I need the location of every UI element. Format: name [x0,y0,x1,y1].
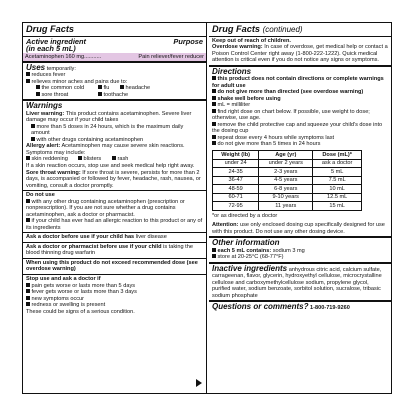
other-info-text: sodium 3 mg [272,247,305,254]
table-row [213,202,362,211]
dosing-table-header [213,151,362,160]
keep-out-section [209,36,391,65]
table-row [213,159,362,168]
uses-subitem: the common cold [41,85,85,92]
bullet-icon [26,156,30,160]
bullet-icon [26,79,30,83]
dosing-table-header-cell: Weight (lb) [213,151,259,160]
do-not-use-heading: Do not use [26,192,55,199]
dosing-table-header-cell: Age (yr) [259,151,313,160]
direction-item-bold: this product does not contain directions or complete warnings for adult use [212,76,384,89]
table-row [213,176,362,185]
dosing-table-cell: under 24 [213,159,259,168]
bullet-icon [212,89,216,93]
drug-facts-title: Drug Facts [26,24,74,34]
bullet-icon [212,122,216,126]
dosing-table-cell: 5 mL [313,168,362,177]
direction-item [212,109,388,122]
direction-item-text: repeat dose every 4 hours while symptoms last [217,134,335,141]
drug-facts-continued-title [209,23,391,36]
sore-throat-text: If sore throat is severe, persists for more than 2 days, is accompanied or followed by fever, headache, rash, nausea, or vomiting, consult a doctor promptly. [26,169,201,189]
liver-warning-item: more than 5 doses in 24 hours, which is the maximum daily amount [31,123,184,137]
stop-use-item: fever gets worse or lasts more than 3 days [31,289,137,296]
direction-item-text: mL = milliliter [217,102,251,109]
ask-doctor-section [23,232,206,242]
when-using-section [23,258,206,274]
active-ingredient-section [23,36,206,61]
questions-phone: 1-800-719-9260 [310,305,350,312]
dose-footnote: *or as directed by a doctor [212,212,278,219]
table-row [213,168,362,177]
bullet-icon [26,218,30,222]
active-ingredient-unit: (in each 5 mL) [26,44,76,54]
table-row [213,193,362,202]
bullet-icon [212,102,216,106]
dosing-table-cell: 15 mL [313,202,362,211]
bullet-icon [212,76,216,80]
bullet-icon [26,283,30,287]
right-column [209,23,391,393]
bullet-icon [112,156,116,160]
keep-out-text: Keep out of reach of children. [212,37,291,44]
allergy-symptom: skin reddening [31,156,68,163]
stop-use-item: new symptoms occur [31,295,85,302]
dosing-table-cell: 11 years [259,202,313,211]
drug-facts-label [22,22,392,394]
bullet-icon [26,289,30,293]
bullet-icon [212,96,216,100]
uses-item: relieves minor aches and pains due to: [31,78,128,85]
active-ingredient-heading: Active ingredient [26,36,86,46]
direction-item-bold: shake well before using [217,95,281,102]
direction-item-text: remove the child protective cap and squeeze your child's dose into the dosing cup [212,121,383,135]
purpose-heading: Purpose [173,36,203,46]
storage-text: store at 20-25°C (68-77°F) [217,254,284,261]
dosing-table [212,150,362,211]
left-column [23,23,207,393]
dosing-table-cell: 7.5 mL [313,176,362,185]
bullet-icon [31,137,35,141]
attention-label: Attention: [212,222,239,229]
bullet-icon [31,124,35,128]
questions-section [209,300,391,313]
bullet-icon [98,85,102,89]
liver-warning-item: with other drugs containing acetaminophen [36,136,144,143]
dosing-table-cell: under 2 years [259,159,313,168]
uses-subitem: sore throat [41,91,69,98]
bullet-icon [212,254,216,258]
other-information-heading: Other information [212,238,280,248]
warnings-section [23,99,206,190]
bullet-icon [120,85,124,89]
dosing-table-cell: 10 mL [313,185,362,194]
liver-warning-label: Liver warning: [26,110,65,117]
ask-pharmacist-text: is taking the blood thinning drug warfarin [26,243,193,257]
uses-subitem: headache [125,85,151,92]
bullet-icon [78,156,82,160]
attention-text: use only enclosed dosing cup specifically designed for use with this product. Do not use any other dosing device. [212,222,385,235]
dosing-table-cell: 48-59 [213,185,259,194]
directions-list [212,76,388,148]
right-title: Drug Facts [212,24,260,34]
direction-item-text: do not give more than 5 times in 24 hours [217,141,321,148]
direction-item-bold: do not give more than directed (see overdose warning) [217,89,364,96]
continued-label: (continued) [262,25,303,34]
direction-item [212,122,388,135]
warnings-heading: Warnings [26,101,63,111]
sore-throat-label: Sore throat warning: [26,169,81,176]
dosing-table-cell: 4-5 years [259,176,313,185]
dosing-table-cell: 72-95 [213,202,259,211]
leader-dots: ........... [84,53,102,60]
bullet-icon [98,92,102,96]
continue-arrow-icon [196,379,202,387]
ask-pharmacist-section [23,242,206,258]
direction-item [212,141,388,148]
allergy-alert-label: Allergy alert: [26,143,61,150]
when-using-text: When using this product do not exceed recommended dose (see overdose warning) [26,259,198,273]
uses-subitem: toothache [103,91,129,98]
allergy-alert-text: Acetaminophen may cause severe skin reactions. Symptoms may include: [26,143,185,156]
allergy-symptom: blisters [83,156,102,163]
do-not-use-section [23,190,206,232]
active-ingredient-row [23,53,206,61]
stop-use-item: pain gets worse or lasts more than 5 days [31,282,136,289]
do-not-use-item: if your child has ever had an allergic reaction to this product or any of its ingredients [26,218,203,231]
directions-heading: Directions [212,66,252,76]
ingredient-purpose: Pain reliever/fever reducer [138,53,204,60]
dosing-table-cell: 60-71 [213,193,259,202]
dosing-table-cell: 36-47 [213,176,259,185]
do-not-use-item: with any other drug containing acetaminophen (prescription or nonprescription). If you are not sure whether a drug contains acetaminophen, ask a doctor or pharmacist. [26,198,185,218]
directions-section [209,65,391,237]
ask-doctor-label: Ask a doctor before use if your child has [26,234,135,241]
uses-heading: Uses [26,62,46,72]
dosing-table-cell: 24-35 [213,168,259,177]
other-info-label: each 5 mL contains: [217,247,272,254]
dosing-table-body [213,159,362,210]
stop-use-after: These could be signs of a serious condition. [26,308,135,315]
dosing-table-cell: 2-3 years [259,168,313,177]
allergy-symptom: rash [117,156,129,163]
dosing-table-cell: 9-10 years [259,193,313,202]
bullet-icon [212,135,216,139]
dosing-table-cell: 6-8 years [259,185,313,194]
bullet-icon [36,85,40,89]
bullet-icon [212,109,216,113]
bullet-icon [26,302,30,306]
bullet-icon [212,141,216,145]
allergy-alert-after: If a skin reaction occurs, stop use and seek medical help right away. [26,163,195,170]
overdose-text: In case of overdose, get medical help or contact a Poison Control Center right away (1-800-222-1222). Quick medical attention is critical even if you do not notice any signs or symptoms. [212,44,388,64]
uses-intro: temporarily: [46,65,76,72]
dosing-table-header-cell: Dose (mL)* [313,151,362,160]
liver-warning-text: This product contains acetaminophen. Severe liver damage may occur if your child takes [26,110,192,124]
ask-doctor-text: liver disease [134,234,167,241]
dosing-table-cell: ask a doctor [313,159,362,168]
uses-section [23,61,206,100]
ingredient-name: Acetaminophen 160 mg [25,53,85,60]
bullet-icon [26,199,30,203]
dosing-table-cell: 12.5 mL [313,193,362,202]
inactive-ingredients-section [209,262,391,301]
direction-item-text: find right dose on chart below. If possible, use weight to dose; otherwise, use age. [212,108,370,122]
uses-item: reduces fever [31,72,66,79]
uses-subitem: flu [103,85,110,92]
overdose-label: Overdose warning: [212,44,263,51]
inactive-ingredients-text: anhydrous citric acid, calcium sulfate, carrageenan, flavor, glycerin, hydroxyethyl cellulose, microcrystalline cellulose and carboxymethylcellulose sodium, propylene glycol, purified water, sodium benzoate, sorbitol solution, sucralose, tribasic sodium phosphate [212,266,382,299]
direction-item [212,76,388,89]
other-information-section [209,236,391,261]
stop-use-section [23,274,206,316]
stop-use-heading: Stop use and ask a doctor if [26,275,101,282]
inactive-ingredients-heading: Inactive ingredients [212,263,288,273]
ask-pharmacist-label: Ask a doctor or pharmacist before use if your child [26,243,162,250]
bullet-icon [26,72,30,76]
bullet-icon [36,92,40,96]
stop-use-item: redness or swelling is present [31,302,106,309]
bullet-icon [212,248,216,252]
questions-heading: Questions or comments? [212,302,309,312]
bullet-icon [26,296,30,300]
table-row [213,185,362,194]
